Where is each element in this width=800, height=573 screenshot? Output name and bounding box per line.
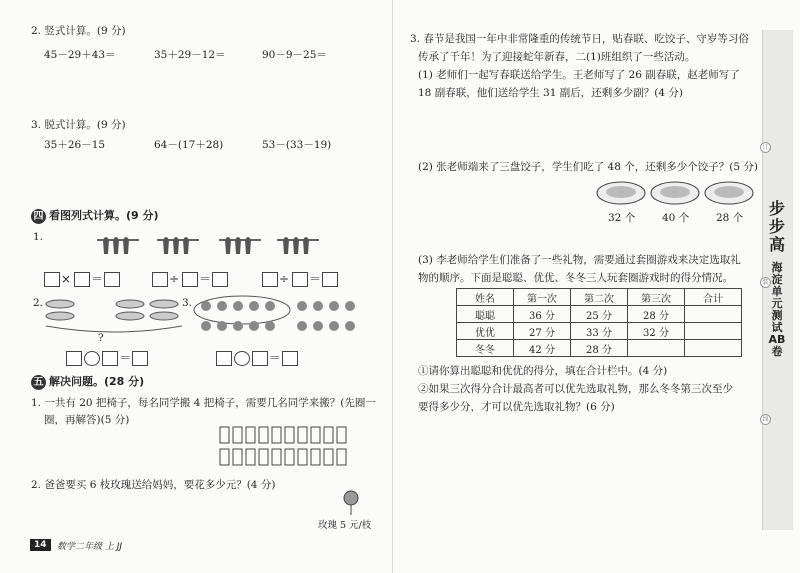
answer-box[interactable] xyxy=(152,272,168,287)
answer-box[interactable] xyxy=(252,351,268,366)
section-5-badge: 五 xyxy=(31,375,46,390)
bird-group-3 xyxy=(219,237,261,254)
answer-box[interactable] xyxy=(132,351,148,366)
divide-sign: ÷ xyxy=(169,272,180,286)
answer-box[interactable] xyxy=(74,272,90,287)
question-mark: ? xyxy=(98,332,104,344)
s4-part-1-label: 1. xyxy=(33,231,44,243)
footer-text: 数学二年级 上 JJ xyxy=(57,542,123,552)
section-4-badge: 四 xyxy=(31,209,46,224)
s5-q2-line: 2. 爸爸要买 6 枝玫瑰送给妈妈，要花多少元？(4 分) xyxy=(31,479,276,491)
section-4-heading xyxy=(31,208,159,224)
total-cell[interactable] xyxy=(685,306,742,323)
cell: 25 分 xyxy=(571,306,628,323)
answer-box[interactable] xyxy=(102,351,118,366)
r-task-1: ①请你算出聪聪和优优的得分，填在合计栏中。(4 分) xyxy=(418,365,668,377)
operator-circle[interactable] xyxy=(234,351,250,366)
r-sub1-line-1: (1) 老师们一起写春联送给学生。王老师写了 26 副春联，赵老师写了 xyxy=(418,69,740,81)
equals-sign: ＝ xyxy=(199,272,212,286)
binding-mark-2: 装 xyxy=(760,277,771,288)
q3-item-1: 35＋26－15 xyxy=(44,139,106,151)
table-row xyxy=(457,340,742,357)
header-cell: 姓名 xyxy=(457,289,514,306)
cell: 36 分 xyxy=(514,306,571,323)
header-cell: 第三次 xyxy=(628,289,685,306)
answer-box[interactable] xyxy=(292,272,308,287)
answer-box[interactable] xyxy=(262,272,278,287)
page-number: 14 xyxy=(30,539,51,551)
r-q3-line-2: 传承了千年！为了迎接蛇年新春，二(1)班组织了一些活动。 xyxy=(418,51,696,63)
cell: 27 分 xyxy=(514,323,571,340)
times-sign: × xyxy=(61,272,72,286)
binding-mark-1: 订 xyxy=(760,142,771,153)
plate-3-count: 28 个 xyxy=(716,212,744,224)
equals-sign: ＝ xyxy=(309,272,322,286)
q2-item-2: 35＋29－12＝ xyxy=(154,49,226,61)
header-cell: 第二次 xyxy=(571,289,628,306)
table-row xyxy=(457,306,742,323)
bird-group-1 xyxy=(97,237,139,254)
header-cell: 第一次 xyxy=(514,289,571,306)
answer-box[interactable] xyxy=(104,272,120,287)
cell[interactable] xyxy=(628,340,685,357)
operator-circle[interactable] xyxy=(84,351,100,366)
plates-picture xyxy=(44,296,184,342)
cell: 28 分 xyxy=(571,340,628,357)
page-gutter xyxy=(392,0,393,573)
cell: 32 分 xyxy=(628,323,685,340)
score-table-header-row xyxy=(457,289,742,306)
cell: 33 分 xyxy=(571,323,628,340)
score-table xyxy=(456,288,742,357)
s4-part-2-label: 2. xyxy=(33,297,44,309)
table-row xyxy=(457,323,742,340)
s4-part-3-label: 3. xyxy=(182,297,193,309)
r-sub2-line: (2) 张老师端来了三盘饺子，学生们吃了 48 个，还剩多少个饺子？(5 分) xyxy=(418,161,758,173)
dumpling-plate-2 xyxy=(649,180,701,206)
equals-sign: ＝ xyxy=(91,272,104,286)
grouped-animals-picture xyxy=(192,294,372,340)
plate-1-count: 32 个 xyxy=(608,212,636,224)
answer-box[interactable] xyxy=(216,351,232,366)
total-cell[interactable] xyxy=(685,340,742,357)
equals-sign: ＝ xyxy=(119,351,132,365)
divide-sign: ÷ xyxy=(279,272,290,286)
answer-box[interactable] xyxy=(212,272,228,287)
s5-q1-line-1: 1. 一共有 20 把椅子，每名同学搬 4 把椅子，需要几名同学来搬？(先圈一 xyxy=(31,397,376,409)
q3-item-2: 64－(17＋28) xyxy=(154,139,224,151)
bird-group-2 xyxy=(157,237,199,254)
brand-logo: 步步高 xyxy=(768,199,785,254)
dumpling-plate-1 xyxy=(595,180,647,206)
cell: 冬冬 xyxy=(457,340,514,357)
answer-box[interactable] xyxy=(182,272,198,287)
r-sub3-line-2: 物的顺序。下面是聪聪、优优、冬冬三人玩套圈游戏时的得分情况。 xyxy=(418,272,733,284)
birds-on-wires-picture xyxy=(95,230,365,262)
header-cell: 合计 xyxy=(685,289,742,306)
cell: 优优 xyxy=(457,323,514,340)
cell: 聪聪 xyxy=(457,306,514,323)
cell: 42 分 xyxy=(514,340,571,357)
r-task-2-line-2: 要得多少分，才可以优先选取礼物？(6 分) xyxy=(418,401,615,413)
brand-series-title: 海淀单元测试AB卷 xyxy=(768,261,786,358)
section-4-title: 看图列式计算。(9 分) xyxy=(49,209,159,222)
q2-item-3: 90－9－25＝ xyxy=(262,49,327,61)
q2-item-1: 45－29＋43＝ xyxy=(44,49,116,61)
rose-price-label: 玫瑰 5 元/枝 xyxy=(318,520,372,531)
answer-box[interactable] xyxy=(322,272,338,287)
r-sub3-line-1: (3) 李老师给学生们准备了一些礼物，需要通过套圈游戏来决定选取礼 xyxy=(418,254,741,266)
dumpling-plate-3 xyxy=(703,180,755,206)
r-task-2-line-1: ②如果三次得分合计最高者可以优先选取礼物，那么冬冬第三次至少 xyxy=(418,383,733,395)
r-sub1-line-2: 18 副春联，他们送给学生 31 副后，还剩多少副？(4 分) xyxy=(418,87,683,99)
s5-q1-line-2: 圈，再解答)(5 分) xyxy=(44,414,130,426)
section-5-title: 解决问题。(28 分) xyxy=(49,375,145,388)
chairs-picture xyxy=(218,425,378,471)
cell: 28 分 xyxy=(628,306,685,323)
total-cell[interactable] xyxy=(685,323,742,340)
plate-2-count: 40 个 xyxy=(662,212,690,224)
q3-title: 3. 脱式计算。(9 分) xyxy=(31,119,126,131)
rose-icon xyxy=(340,490,362,516)
section-5-heading xyxy=(31,374,144,390)
r-q3-line-1: 3. 春节是我国一年中非常隆重的传统节日，贴春联、吃饺子、守岁等习俗 xyxy=(410,33,749,45)
answer-box[interactable] xyxy=(44,272,60,287)
binding-mark-3: 线 xyxy=(760,414,771,425)
answer-box[interactable] xyxy=(66,351,82,366)
bird-group-4 xyxy=(277,237,319,254)
equals-sign: ＝ xyxy=(269,351,282,365)
answer-box[interactable] xyxy=(282,351,298,366)
q3-item-3: 53－(33－19) xyxy=(262,139,332,151)
q2-title: 2. 竖式计算。(9 分) xyxy=(31,25,126,37)
